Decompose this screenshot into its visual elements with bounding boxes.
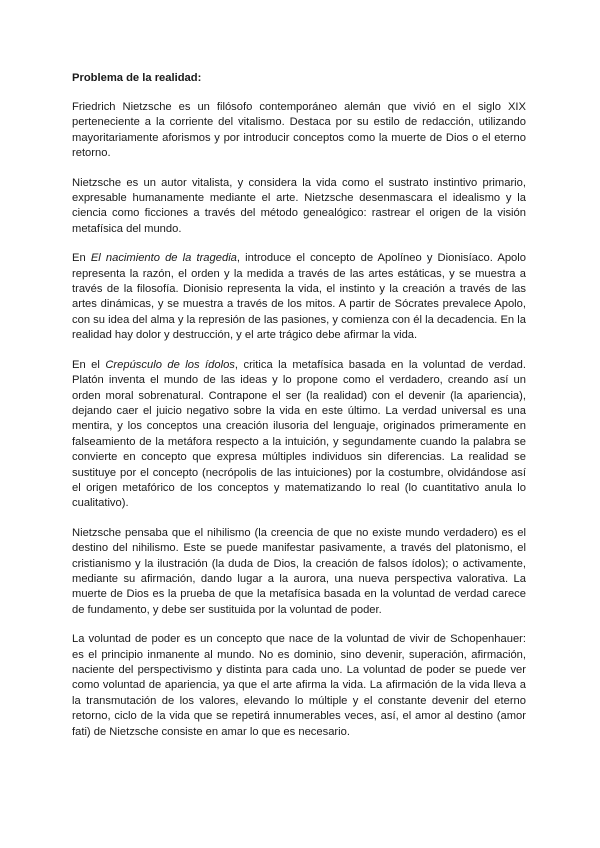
paragraph-text: La voluntad de poder es un concepto que nace de la voluntad de vivir de Schopenhauer: es el principio inmanente al mundo. No es dominio, sino devenir, superación, afirmación, naciente del perspectivismo y distinta para cada uno. La voluntad de poder se puede ver como voluntad de apariencia, ya que el arte afirma la vida. La afirmación de la vida lleva a la transmutación de los valores, elevando lo múltiple y el constante devenir del eterno retorno, ciclo de la vida que se repetirá innumerables veces, así, el amor al destino (amor fati) de Nietzsche consiste en amar lo que es necesario. bbox=[72, 633, 526, 738]
paragraph-text: , introduce el concepto de Apolíneo y Dionisíaco. Apolo representa la razón, el orden y la medida a través de las artes estáticas, y se muestra a través de la filosofía. Dionisio representa la vida, el instinto y la creación a través de las artes dinámicas, y se muestra a través de los mitos. A partir de Sócrates prevalece Apolo, con su idea del alma y la represión de las pasiones, y comienza con él la decadencia. En la realidad hay dolor y destrucción, y el arte trágico debe afirmar la vida. bbox=[72, 252, 526, 342]
paragraph-text: Nietzsche es un autor vitalista, y considera la vida como el sustrato instintivo primario, expresable humanamente mediante el arte. Nietzsche desenmascara el idealismo y la ciencia como ficciones a través del método genealógico: rastrear el origen de la visión metafísica del mundo. bbox=[72, 176, 526, 235]
paragraph-text: En bbox=[72, 252, 91, 265]
paragraph-nihilism bbox=[72, 526, 526, 618]
document-page bbox=[72, 71, 526, 754]
paragraph-text: En el bbox=[72, 358, 106, 371]
paragraph-text: , critica la metafísica basada en la voluntad de verdad. Platón inventa el mundo de las ideas y lo propone como el verdadero, creando así un orden moral sobrenatural. Contrapone el ser (la realidad) con el devenir (la apariencia), dejando caer el juicio negativo sobre la vida en este último. La verdad universal es una mentira, y los conceptos una creación ilusoria del lenguaje, originados primeramente en falseamiento de la metáfora respecto a la intuición, y segundamente cuando la palabra se convierte en concepto que expresa múltiples individuos sin diferencias. La realidad se sustituye por el concepto (necrópolis de las intuiciones) por la costumbre, olvidándose así el origen metafórico de los conceptos y matematizando lo real (lo cuantitativo anula lo cualitativo). bbox=[72, 358, 526, 510]
document-title: Problema de la realidad: bbox=[72, 72, 202, 84]
paragraph-intro bbox=[72, 100, 526, 162]
paragraph-tragedy bbox=[72, 251, 526, 343]
paragraph-vitalism bbox=[72, 176, 526, 238]
book-title-idols: Crepúsculo de los ídolos bbox=[105, 358, 235, 371]
paragraph-text: Friedrich Nietzsche es un filósofo contemporáneo alemán que vivió en el siglo XIX perteneciente a la corriente del vitalismo. Destaca por su estilo de redacción, utilizando mayoritariamente aforismos y por introducir conceptos como la muerte de Dios o el eterno retorno. bbox=[72, 101, 526, 160]
paragraph-text: Nietzsche pensaba que el nihilismo (la creencia de que no existe mundo verdadero) es el destino del nihilismo. Este se puede manifestar pasivamente, a través del platonismo, el cristianismo y la ilustración (la duda de Dios, la creación de falsos ídolos); o activamente, mediante su afirmación, dando lugar a la aurora, una nueva perspectiva valorativa. La muerte de Dios es la prueba de que la metafísica basada en la voluntad de verdad carece de fundamento, y debe ser sustituida por la voluntad de poder. bbox=[72, 526, 526, 616]
paragraph-will-to-power bbox=[72, 632, 526, 740]
paragraph-idols bbox=[72, 358, 526, 512]
book-title-tragedy: El nacimiento de la tragedia bbox=[90, 252, 237, 265]
